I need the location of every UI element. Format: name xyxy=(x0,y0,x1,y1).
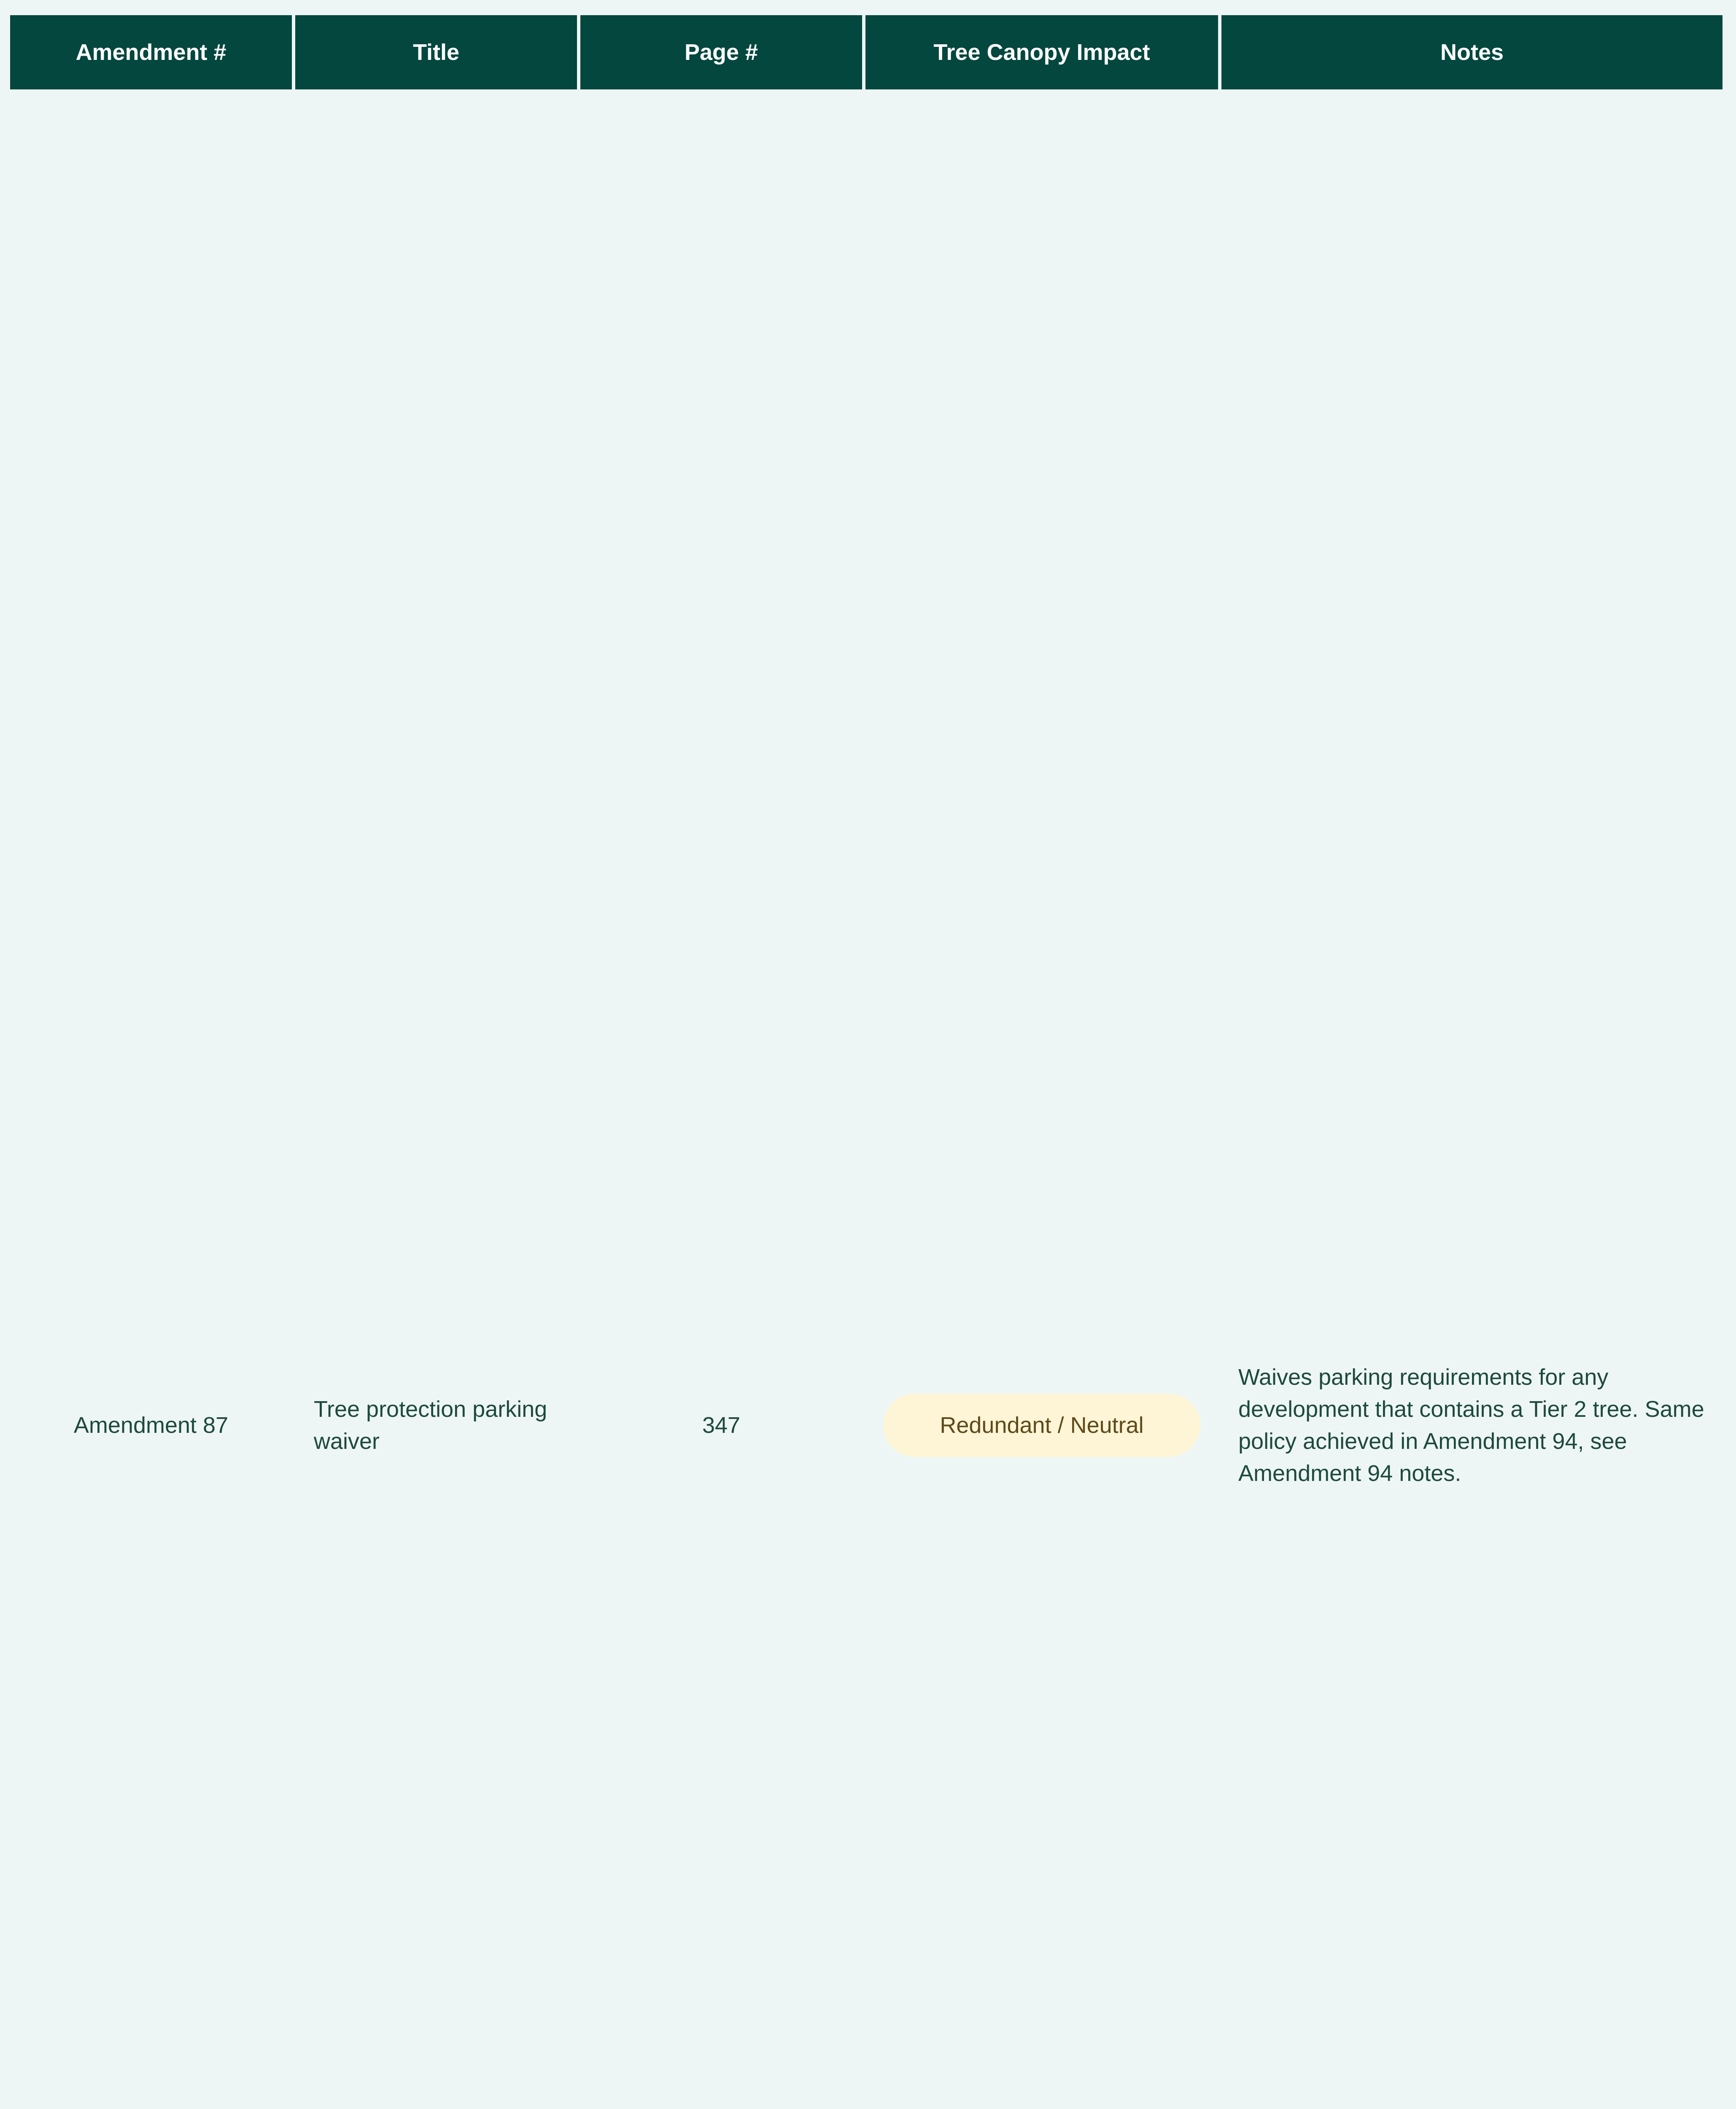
table-row xyxy=(10,93,1723,2109)
impact-cell xyxy=(865,93,1218,2109)
header-page: Page # xyxy=(580,15,862,89)
notes-text: Waives parking requirements for any development that contains a Tier 2 tree. Same policy achieved in Amendment 94, see Amendment 94 notes. xyxy=(1238,1365,1704,1486)
header-amendment: Amendment # xyxy=(10,15,292,89)
header-title: Title xyxy=(295,15,577,89)
table-header xyxy=(10,15,1723,89)
amendment-cell: Amendment 87 xyxy=(10,93,292,2109)
amendments-table xyxy=(7,12,1726,2109)
header-notes: Notes xyxy=(1221,15,1723,89)
header-row xyxy=(10,15,1723,89)
header-impact: Tree Canopy Impact xyxy=(865,15,1218,89)
table-body xyxy=(10,93,1723,2109)
page-cell: 347 xyxy=(580,93,862,2109)
impact-badge: Redundant / Neutral xyxy=(883,1394,1200,1457)
title-cell: Tree protection parking waiver xyxy=(295,93,577,2109)
notes-cell xyxy=(1221,93,1723,2109)
